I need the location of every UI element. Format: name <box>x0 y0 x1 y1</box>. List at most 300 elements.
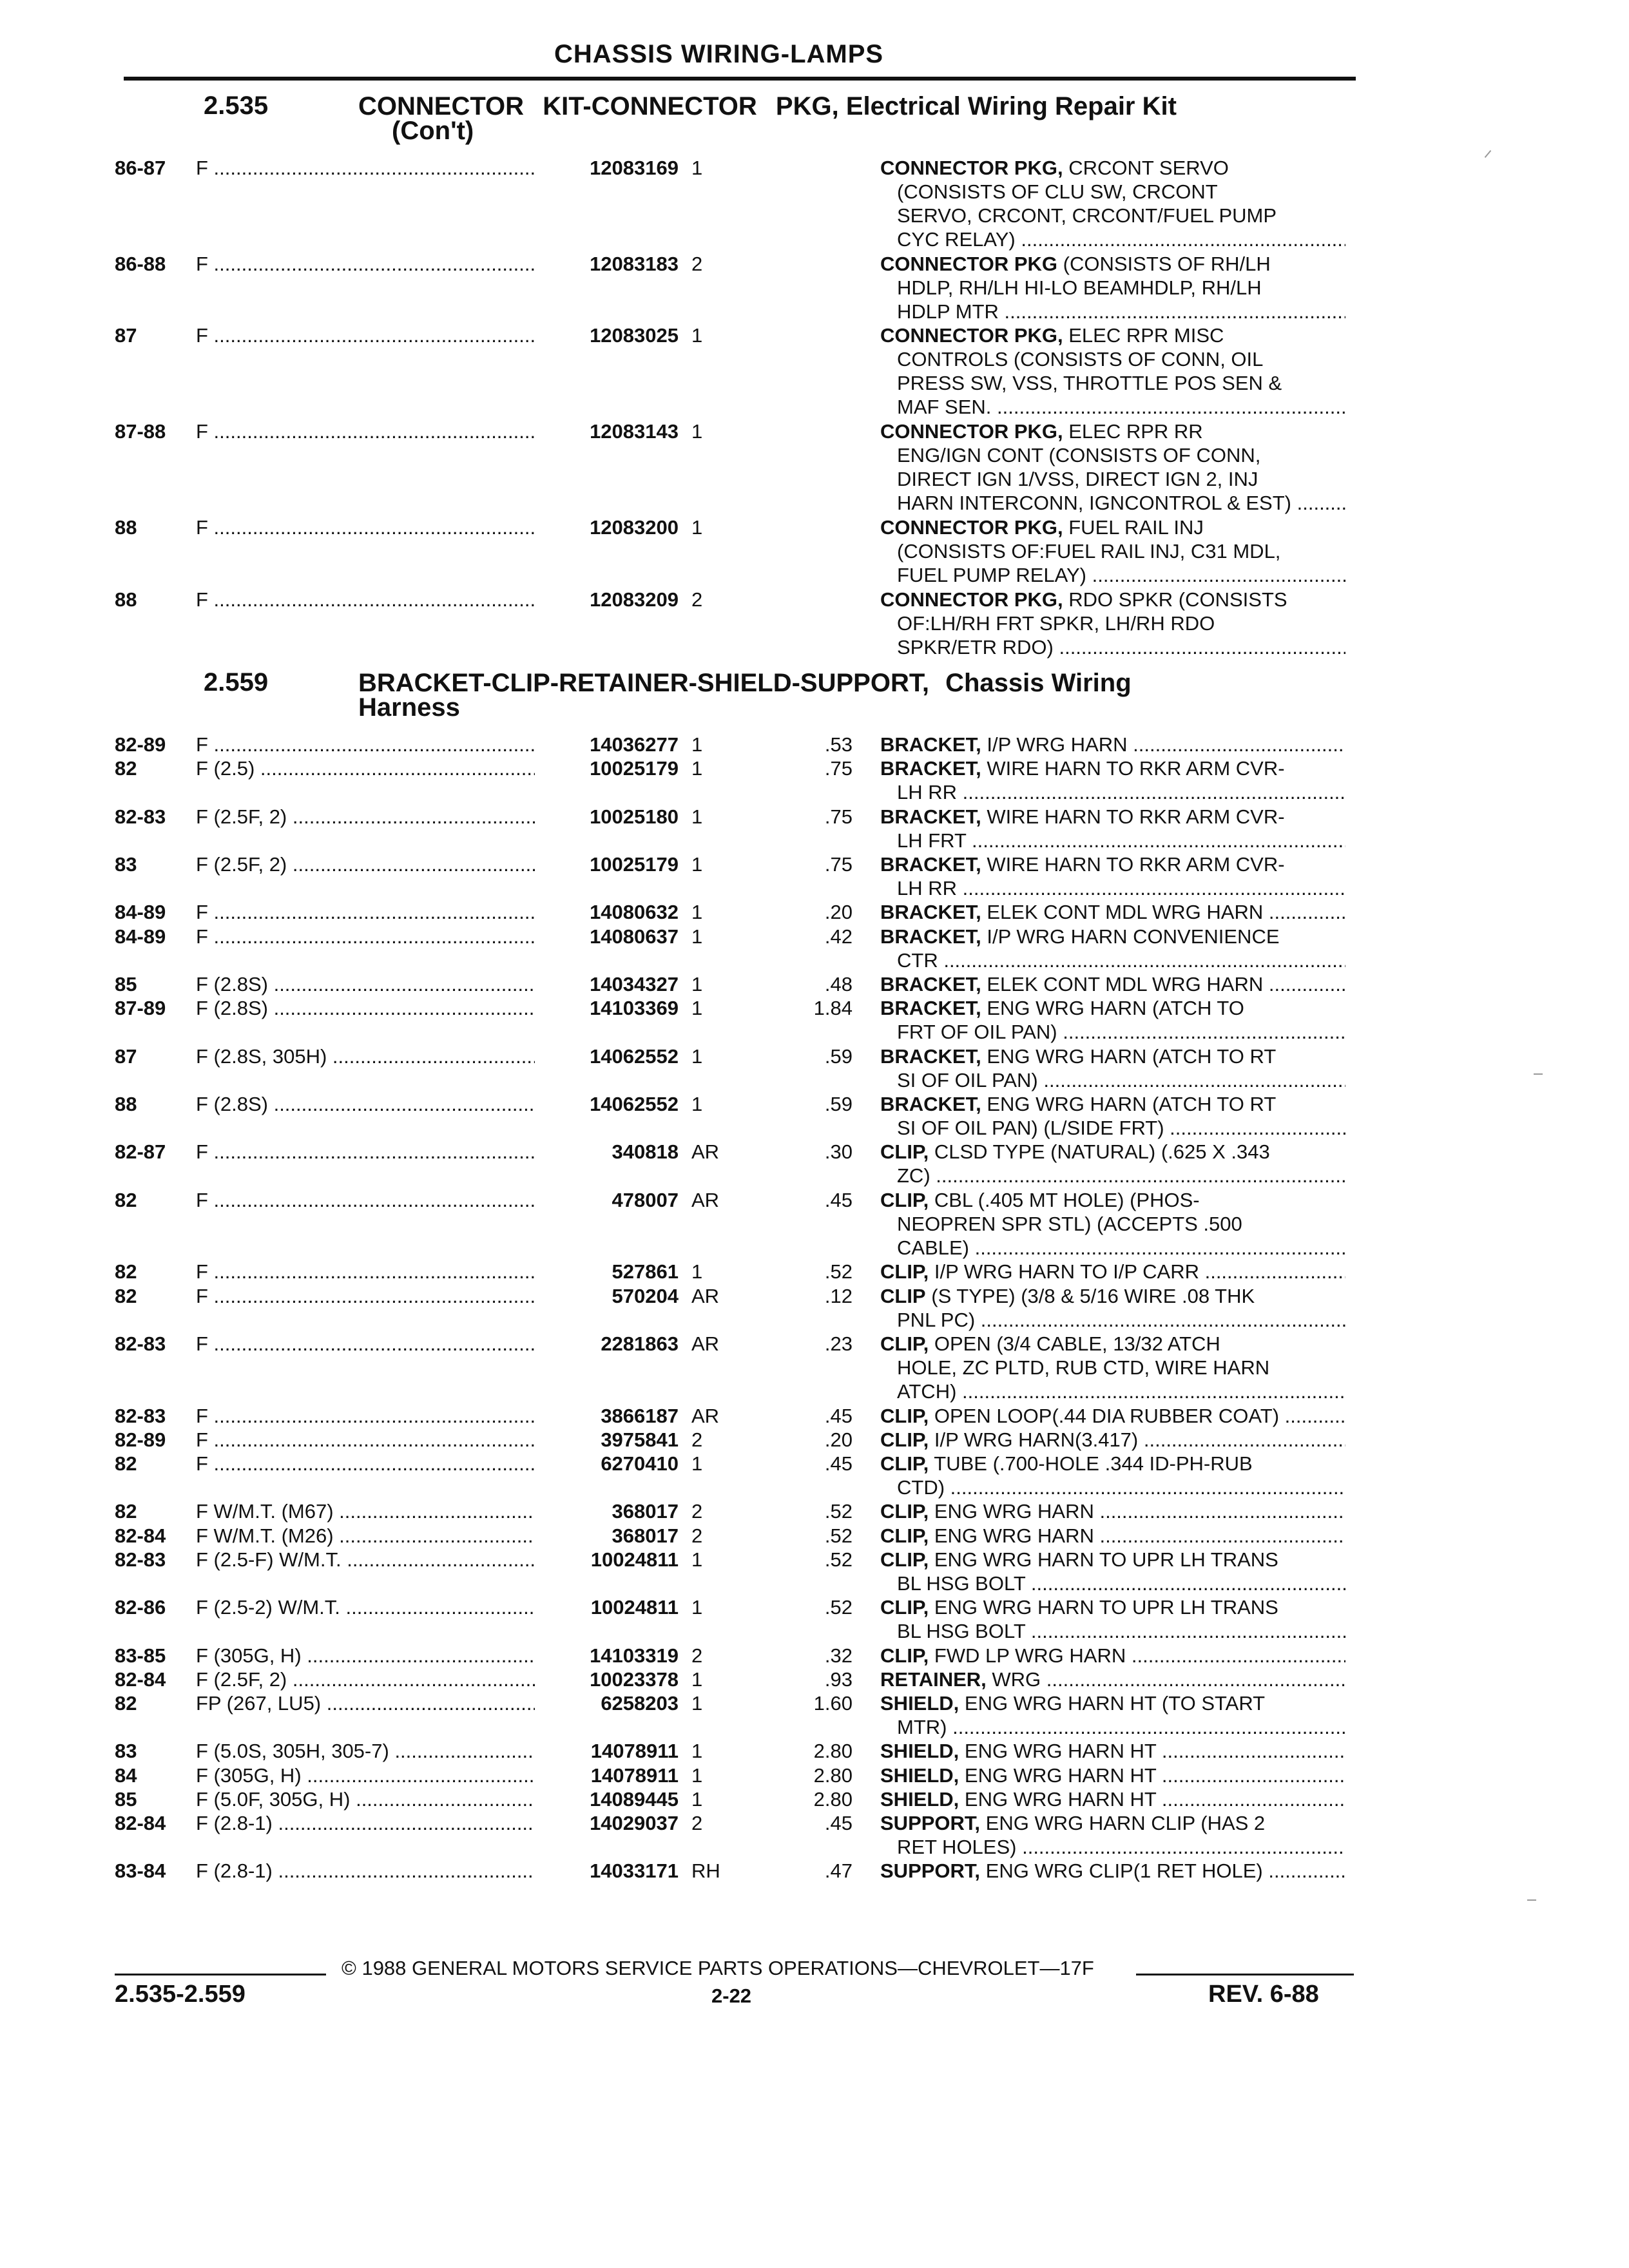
description-text: OF:LH/RH FRT SPKR, LH/RH RDO <box>897 611 1215 635</box>
description-line <box>880 1499 1345 1523</box>
description-line <box>880 1236 1345 1260</box>
quantity: 1 <box>691 420 703 443</box>
part-number: 340818 <box>608 1140 679 1164</box>
price: .47 <box>824 1860 853 1883</box>
description-line <box>880 491 1345 515</box>
description-text: CRCONT SERVO <box>1068 157 1229 179</box>
quantity: 1 <box>691 757 703 780</box>
description-text: ENG WRG HARN CLIP (HAS 2 <box>985 1812 1266 1834</box>
description <box>880 515 1345 587</box>
quantity: 2 <box>691 1524 703 1547</box>
usage-code: F W/M.T. (M26) ..... <box>196 1524 535 1548</box>
part-number: 14062552 <box>586 1092 679 1116</box>
model-year: 82-89 <box>115 733 166 756</box>
price: 1.84 <box>813 997 853 1020</box>
description-line <box>880 876 1345 900</box>
description-keyword: CONNECTOR PKG, <box>880 157 1063 179</box>
description-text: OPEN (3/4 CABLE, 13/32 ATCH <box>934 1332 1220 1355</box>
description-keyword: BRACKET, <box>880 901 981 924</box>
section-title-a: CONNECTOR <box>358 92 525 120</box>
usage-code: F (2.8S, 305H) ..... <box>196 1044 535 1068</box>
description-keyword: BRACKET, <box>880 925 981 948</box>
part-number: 3975841 <box>597 1428 679 1452</box>
description <box>880 972 1345 996</box>
description-line <box>880 1715 1345 1739</box>
description-line <box>880 1260 1345 1283</box>
description <box>880 419 1345 515</box>
description <box>880 1260 1345 1283</box>
description-text: PNL PC) <box>897 1308 976 1331</box>
description-line <box>880 1332 1345 1356</box>
model-year: 88 <box>115 1093 137 1115</box>
description-text: NEOPREN SPR STL) (ACCEPTS .500 <box>897 1212 1242 1235</box>
price: .20 <box>824 1428 853 1451</box>
description-text: ENG WRG HARN (ATCH TO RT <box>987 1093 1277 1115</box>
usage-code: F ..... <box>196 925 535 948</box>
description-text: CYC RELAY) <box>897 228 1016 251</box>
description <box>880 1859 1345 1883</box>
description-text: DIRECT IGN 1/VSS, DIRECT IGN 2, INJ <box>897 468 1258 491</box>
description-keyword: CLIP, <box>880 1332 929 1355</box>
usage-code: F ..... <box>196 588 535 611</box>
description-keyword: CLIP, <box>880 1596 929 1619</box>
description-line <box>880 1092 1345 1116</box>
part-number: 14080632 <box>586 900 679 924</box>
description-text: ATCH) <box>897 1380 957 1403</box>
description-line <box>880 539 1345 563</box>
description-keyword: CLIP <box>880 1284 926 1307</box>
usage-code: F ..... <box>196 1284 535 1308</box>
description-keyword: SHIELD, <box>880 1787 959 1811</box>
scan-speck <box>1534 1073 1543 1075</box>
footer-rule-right <box>1136 1974 1354 1975</box>
quantity: 1 <box>691 516 703 539</box>
description-keyword: SUPPORT, <box>880 1812 981 1834</box>
quantity: AR <box>691 1404 720 1427</box>
part-number: 14036277 <box>586 733 679 756</box>
usage-code: F ..... <box>196 323 535 347</box>
description-line <box>880 852 1345 876</box>
description-keyword: CLIP, <box>880 1548 929 1571</box>
usage-code: F ..... <box>196 1260 535 1283</box>
description <box>880 1644 1345 1667</box>
description-keyword: BRACKET, <box>880 733 981 756</box>
price: .12 <box>824 1284 853 1307</box>
description-text: MAF SEN. <box>897 396 992 419</box>
description-line <box>880 1116 1345 1140</box>
description-text: TUBE (.700-HOLE .344 ID-PH-RUB <box>934 1452 1253 1475</box>
part-number: 12083143 <box>586 419 679 443</box>
description-line <box>880 419 1345 443</box>
description-line <box>880 805 1345 829</box>
footer-section-range: 2.535-2.559 <box>115 1981 246 2008</box>
description-keyword: CONNECTOR PKG, <box>880 324 1063 347</box>
description-line <box>880 1595 1345 1619</box>
part-number: 10025179 <box>586 852 679 876</box>
part-number: 10025179 <box>586 756 679 780</box>
quantity: AR <box>691 1140 720 1164</box>
part-number: 12083183 <box>586 252 679 276</box>
section-subtitle: Harness <box>358 693 460 722</box>
price: .75 <box>824 853 853 876</box>
description-text: FRT OF OIL PAN) <box>897 1021 1057 1044</box>
description-line <box>880 371 1345 395</box>
description <box>880 756 1345 804</box>
description-line <box>880 1044 1345 1068</box>
description-text: HOLE, ZC PLTD, RUB CTD, WIRE HARN <box>897 1356 1270 1379</box>
description-keyword: BRACKET, <box>880 1093 981 1115</box>
usage-code: F (305G, H) ..... <box>196 1763 535 1787</box>
description-line <box>880 156 1345 180</box>
usage-code: F ..... <box>196 1452 535 1475</box>
description-line <box>880 347 1345 371</box>
description-line <box>880 1811 1345 1835</box>
part-number: 570204 <box>608 1284 679 1308</box>
quantity: 1 <box>691 1787 703 1811</box>
price: .53 <box>824 733 853 756</box>
description <box>880 1524 1345 1548</box>
model-year: 86-88 <box>115 252 166 275</box>
part-number: 10025180 <box>586 805 679 829</box>
description-line <box>880 323 1345 347</box>
description <box>880 1787 1345 1811</box>
part-number: 6270410 <box>597 1452 679 1475</box>
section-subtitle: (Con't) <box>392 117 474 145</box>
description-keyword: SHIELD, <box>880 1763 959 1787</box>
description-text: ELEC RPR RR <box>1068 420 1203 443</box>
description-line <box>880 252 1345 276</box>
description-line <box>880 733 1345 756</box>
description-text: ENG WRG HARN HT <box>964 1740 1157 1763</box>
description-text: LH FRT <box>897 829 967 852</box>
model-year: 83-84 <box>115 1860 166 1883</box>
description <box>880 588 1345 659</box>
description-text: LH RR <box>897 877 958 899</box>
price: .75 <box>824 805 853 828</box>
description-keyword: CONNECTOR PKG <box>880 252 1058 275</box>
description-line <box>880 900 1345 924</box>
description-keyword: CLIP, <box>880 1428 929 1451</box>
part-number: 14103319 <box>586 1644 679 1667</box>
description-line <box>880 1691 1345 1715</box>
description-text: ENG WRG HARN <box>934 1524 1094 1547</box>
price: .30 <box>824 1140 853 1164</box>
description-text: CLSD TYPE (NATURAL) (.625 X .343 <box>934 1140 1270 1164</box>
description <box>880 1595 1345 1643</box>
quantity: 1 <box>691 1667 703 1691</box>
part-number: 3866187 <box>597 1404 679 1428</box>
description-line <box>880 563 1345 587</box>
model-year: 83 <box>115 853 137 876</box>
part-number: 14034327 <box>586 972 679 996</box>
description-line <box>880 1068 1345 1092</box>
description-text: ELEK CONT MDL WRG HARN <box>987 973 1264 995</box>
description-keyword: BRACKET, <box>880 997 981 1020</box>
model-year: 84-89 <box>115 901 166 924</box>
scan-speck <box>1485 150 1492 158</box>
description-line <box>880 925 1345 948</box>
description <box>880 1188 1345 1260</box>
description-line <box>880 1524 1345 1548</box>
model-year: 82 <box>115 1692 137 1715</box>
price: 2.80 <box>813 1740 853 1763</box>
usage-code: F (2.5-F) W/M.T. ..... <box>196 1548 535 1571</box>
description-keyword: CLIP, <box>880 1524 929 1547</box>
section-title-b: KIT-CONNECTOR <box>543 92 757 120</box>
quantity: 2 <box>691 1428 703 1451</box>
footer-revision: REV. 6-88 <box>1208 1981 1319 2008</box>
description-line <box>880 611 1345 635</box>
quantity: 1 <box>691 925 703 948</box>
description-keyword: BRACKET, <box>880 1044 981 1068</box>
quantity: AR <box>691 1284 720 1307</box>
description-text: RET HOLES) <box>897 1836 1017 1858</box>
description-line <box>880 1379 1345 1403</box>
description-text: PRESS SW, VSS, THROTTLE POS SEN & <box>897 372 1282 395</box>
description-text: ENG WRG HARN HT <box>964 1763 1157 1787</box>
model-year: 82-83 <box>115 1548 166 1571</box>
description-text: I/P WRG HARN <box>987 733 1128 756</box>
description-text: FUEL PUMP RELAY) <box>897 564 1087 586</box>
quantity: 1 <box>691 1260 703 1283</box>
price: .23 <box>824 1332 853 1355</box>
description-line <box>880 756 1345 780</box>
price: .52 <box>824 1524 853 1547</box>
description-keyword: BRACKET, <box>880 805 981 828</box>
quantity: 2 <box>691 252 703 275</box>
description-keyword: BRACKET, <box>880 973 981 995</box>
quantity: 1 <box>691 853 703 876</box>
usage-code: F (2.8-1) ..... <box>196 1859 535 1883</box>
price: 2.80 <box>813 1763 853 1787</box>
description-text: (CONSISTS OF CLU SW, CRCONT <box>897 180 1218 203</box>
part-number: 12083025 <box>586 323 679 347</box>
model-year: 87-88 <box>115 420 166 443</box>
description-keyword: RETAINER, <box>880 1667 987 1691</box>
description <box>880 1284 1345 1332</box>
description-text: ENG WRG HARN TO UPR LH TRANS <box>934 1596 1278 1619</box>
description-text: RDO SPKR (CONSISTS <box>1068 588 1287 611</box>
quantity: 1 <box>691 901 703 924</box>
description-text: ENG WRG HARN HT (TO START <box>964 1692 1266 1715</box>
price: .45 <box>824 1404 853 1427</box>
description <box>880 1499 1345 1523</box>
quantity: 1 <box>691 1763 703 1787</box>
description <box>880 1452 1345 1499</box>
description <box>880 852 1345 900</box>
model-year: 82-84 <box>115 1667 166 1691</box>
description-line <box>880 996 1345 1020</box>
section-number: 2.535 <box>204 91 269 120</box>
description-keyword: CLIP, <box>880 1452 929 1475</box>
part-number: 14029037 <box>586 1811 679 1835</box>
usage-code: F (2.8S) ..... <box>196 1092 535 1116</box>
description-line <box>880 1284 1345 1308</box>
part-number: 10024811 <box>587 1548 679 1571</box>
description-text: ZC) <box>897 1164 930 1187</box>
usage-code: F (2.8-1) ..... <box>196 1811 535 1835</box>
usage-code: F (2.8S) ..... <box>196 972 535 996</box>
model-year: 83 <box>115 1740 137 1763</box>
part-number: 12083209 <box>586 588 679 611</box>
description-text: BL HSG BOLT <box>897 1620 1026 1643</box>
description-text: (S TYPE) (3/8 & 5/16 WIRE .08 THK <box>931 1284 1255 1307</box>
usage-code: F W/M.T. (M67) ..... <box>196 1499 535 1523</box>
description-line <box>880 1356 1345 1379</box>
price: .52 <box>824 1260 853 1283</box>
description <box>880 323 1345 419</box>
section-title <box>358 94 1402 143</box>
description <box>880 900 1345 924</box>
quantity: 1 <box>691 1452 703 1475</box>
quantity: 1 <box>691 973 703 995</box>
description-text: HDLP, RH/LH HI-LO BEAMHDLP, RH/LH <box>897 276 1262 299</box>
description-keyword: CONNECTOR PKG, <box>880 516 1063 539</box>
model-year: 88 <box>115 516 137 539</box>
description-keyword: CLIP, <box>880 1500 929 1523</box>
model-year: 82 <box>115 1500 137 1523</box>
description-line <box>880 948 1345 972</box>
description-text: CTD) <box>897 1476 945 1499</box>
description-text: SERVO, CRCONT, CRCONT/FUEL PUMP <box>897 204 1277 227</box>
part-number: 368017 <box>608 1524 679 1548</box>
description-text: WIRE HARN TO RKR ARM CVR- <box>987 757 1285 780</box>
model-year: 82-87 <box>115 1140 166 1164</box>
description-text: SI OF OIL PAN) <box>897 1068 1038 1091</box>
usage-code: F ..... <box>196 1404 535 1428</box>
description-text: ENG WRG HARN (ATCH TO RT <box>987 1044 1277 1068</box>
description <box>880 1811 1345 1859</box>
usage-code: F ..... <box>196 515 535 539</box>
description-text: I/P WRG HARN CONVENIENCE <box>987 925 1280 948</box>
description-keyword: CLIP, <box>880 1140 929 1164</box>
description-text: HARN INTERCONN, IGNCONTROL & EST) <box>897 492 1291 515</box>
model-year: 82-83 <box>115 1404 166 1427</box>
part-number: 14080637 <box>586 925 679 948</box>
section-title-c: Chassis Wiring <box>945 669 1132 697</box>
description-keyword: SHIELD, <box>880 1740 959 1763</box>
description <box>880 1044 1345 1092</box>
price: .59 <box>824 1093 853 1115</box>
description-keyword: BRACKET, <box>880 757 981 780</box>
description-keyword: CLIP, <box>880 1260 929 1283</box>
part-number: 6258203 <box>597 1691 679 1715</box>
quantity: 1 <box>691 324 703 347</box>
model-year: 86-87 <box>115 157 166 179</box>
price: .52 <box>824 1548 853 1571</box>
description-text: MTR) <box>897 1716 947 1738</box>
quantity: 1 <box>691 1044 703 1068</box>
price: .75 <box>824 757 853 780</box>
description-text: WIRE HARN TO RKR ARM CVR- <box>987 805 1285 828</box>
description-text: CBL (.405 MT HOLE) (PHOS- <box>934 1188 1200 1211</box>
price: .93 <box>824 1667 853 1691</box>
model-year: 82 <box>115 1452 137 1475</box>
description-text: ENG WRG HARN HT <box>964 1787 1157 1811</box>
page-title: CHASSIS WIRING-LAMPS <box>554 40 884 68</box>
model-year: 87 <box>115 1044 137 1068</box>
description-line <box>880 1763 1345 1787</box>
usage-code: F ..... <box>196 419 535 443</box>
part-number: 14078911 <box>587 1739 679 1763</box>
quantity: 1 <box>691 1692 703 1715</box>
part-number: 12083200 <box>586 515 679 539</box>
description-text: ENG WRG HARN <box>934 1500 1094 1523</box>
description-text: HDLP MTR <box>897 300 999 323</box>
description-text: FUEL RAIL INJ <box>1068 516 1204 539</box>
description-text: LH RR <box>897 781 958 804</box>
usage-code: F (2.8S) ..... <box>196 996 535 1020</box>
description-line <box>880 1667 1345 1691</box>
usage-code: F ..... <box>196 733 535 756</box>
part-number: 478007 <box>608 1188 679 1212</box>
price: .52 <box>824 1596 853 1619</box>
description-line <box>880 1571 1345 1595</box>
usage-code: F ..... <box>196 1188 535 1212</box>
description-line <box>880 588 1345 611</box>
description-text: WRG <box>992 1667 1041 1691</box>
price: .32 <box>824 1644 853 1667</box>
model-year: 82 <box>115 1260 137 1283</box>
description-keyword: CLIP, <box>880 1404 929 1427</box>
description-text: OPEN LOOP(.44 DIA RUBBER COAT) <box>934 1404 1280 1427</box>
usage-code: FP (267, LU5) ..... <box>196 1691 535 1715</box>
description-keyword: CLIP, <box>880 1644 929 1667</box>
description-text: I/P WRG HARN TO I/P CARR <box>934 1260 1199 1283</box>
description-line <box>880 1188 1345 1212</box>
description <box>880 156 1345 251</box>
price: .45 <box>824 1188 853 1211</box>
description-text: SI OF OIL PAN) (L/SIDE FRT) <box>897 1117 1164 1139</box>
usage-code: F (305G, H) ..... <box>196 1644 535 1667</box>
quantity: 1 <box>691 157 703 179</box>
model-year: 84 <box>115 1763 137 1787</box>
quantity: 1 <box>691 1596 703 1619</box>
description-line <box>880 300 1345 323</box>
description-line <box>880 204 1345 227</box>
quantity: 2 <box>691 1500 703 1523</box>
quantity: 2 <box>691 1644 703 1667</box>
part-number: 368017 <box>608 1499 679 1523</box>
quantity: 1 <box>691 1740 703 1763</box>
quantity: 1 <box>691 1093 703 1115</box>
part-number: 14033171 <box>586 1859 679 1883</box>
price: .42 <box>824 925 853 948</box>
description-keyword: CLIP, <box>880 1188 929 1211</box>
description-line <box>880 1548 1345 1571</box>
section-title <box>358 671 1402 720</box>
part-number: 10024811 <box>587 1595 679 1619</box>
description-line <box>880 1404 1345 1428</box>
model-year: 82-84 <box>115 1524 166 1547</box>
usage-code: F (2.5-2) W/M.T. ..... <box>196 1595 535 1619</box>
description <box>880 925 1345 972</box>
description-text: WIRE HARN TO RKR ARM CVR- <box>987 853 1285 876</box>
footer-copyright: © 1988 GENERAL MOTORS SERVICE PARTS OPERATIONS—CHEVROLET—17F <box>342 1957 1094 1979</box>
usage-code: F ..... <box>196 252 535 276</box>
model-year: 87 <box>115 324 137 347</box>
description-line <box>880 635 1345 659</box>
part-number: 14089445 <box>586 1787 679 1811</box>
description-text: SPKR/ETR RDO) <box>897 635 1054 658</box>
part-number: 14078911 <box>587 1763 679 1787</box>
section-title-a: BRACKET-CLIP-RETAINER-SHIELD-SUPPORT, <box>358 669 929 697</box>
description-line <box>880 1619 1345 1643</box>
description-line <box>880 1835 1345 1859</box>
description <box>880 996 1345 1044</box>
description-keyword: CONNECTOR PKG, <box>880 588 1063 611</box>
usage-code: F ..... <box>196 900 535 924</box>
